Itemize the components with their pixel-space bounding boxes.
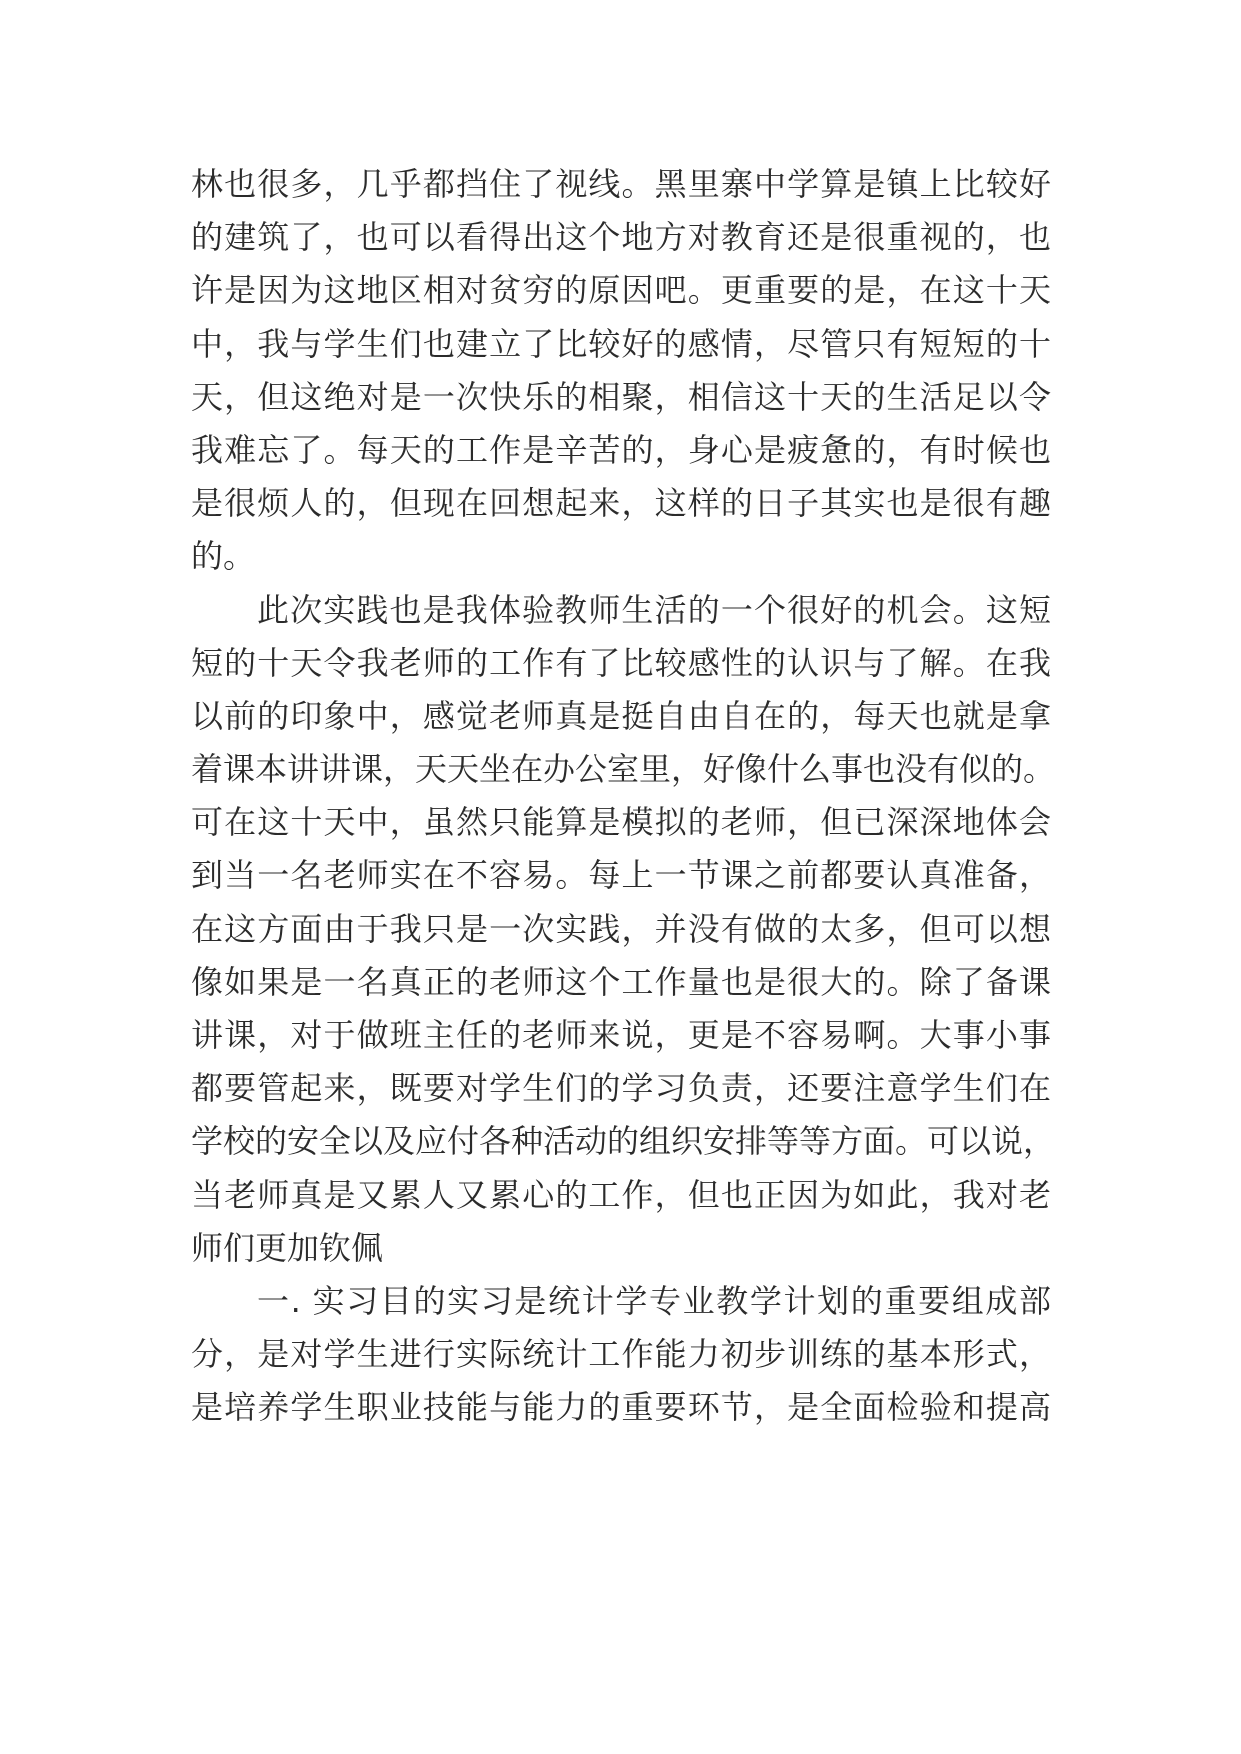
text-line: 学校的安全以及应付各种活动的组织安排等等方面。可以说， bbox=[191, 1122, 1056, 1161]
text-line: 是培养学生职业技能与能力的重要环节，是全面检验和提高 bbox=[191, 1388, 1051, 1427]
text-line: 师们更加钦佩 bbox=[191, 1228, 384, 1267]
paragraph-3 bbox=[191, 1275, 1051, 1435]
text-line: 此次实践也是我体验教师生活的一个很好的机会。这短 bbox=[257, 590, 1051, 629]
text-line: 一. 实习目的实习是统计学专业教学计划的重要组成部 bbox=[257, 1281, 1051, 1320]
text-line: 以前的印象中，感觉老师真是挺自由自在的，每天也就是拿 bbox=[191, 696, 1051, 735]
text-line: 着课本讲讲课，天天坐在办公室里，好像什么事也没有似的。 bbox=[191, 750, 1056, 789]
text-line: 像如果是一名真正的老师这个工作量也是很大的。除了备课 bbox=[191, 962, 1051, 1001]
text-line: 是很烦人的，但现在回想起来，这样的日子其实也是很有趣 bbox=[191, 484, 1051, 523]
body-text bbox=[191, 158, 1056, 1435]
text-line: 到当一名老师实在不容易。每上一节课之前都要认真准备， bbox=[191, 856, 1051, 895]
paragraph-1 bbox=[191, 158, 1051, 584]
text-line: 都要管起来，既要对学生们的学习负责，还要注意学生们在 bbox=[191, 1069, 1051, 1108]
text-line: 短的十天令我老师的工作有了比较感性的认识与了解。在我 bbox=[191, 643, 1051, 682]
text-line: 天，但这绝对是一次快乐的相聚，相信这十天的生活足以令 bbox=[191, 377, 1051, 416]
text-line: 林也很多，几乎都挡住了视线。黑里寨中学算是镇上比较好 bbox=[191, 165, 1051, 203]
text-line: 分，是对学生进行实际统计工作能力初步训练的基本形式， bbox=[191, 1335, 1051, 1374]
text-line: 的。 bbox=[191, 537, 256, 576]
text-line: 我难忘了。每天的工作是辛苦的，身心是疲惫的，有时候也 bbox=[191, 430, 1051, 469]
text-line: 在这方面由于我只是一次实践，并没有做的太多，但可以想 bbox=[191, 909, 1051, 948]
text-line: 讲课，对于做班主任的老师来说，更是不容易啊。大事小事 bbox=[191, 1016, 1051, 1054]
text-line: 当老师真是又累人又累心的工作，但也正因为如此，我对老 bbox=[191, 1175, 1051, 1214]
text-line: 中，我与学生们也建立了比较好的感情，尽管只有短短的十 bbox=[191, 324, 1051, 363]
text-line: 许是因为这地区相对贫穷的原因吧。更重要的是，在这十天 bbox=[191, 271, 1051, 310]
text-line: 可在这十天中，虽然只能算是模拟的老师，但已深深地体会 bbox=[191, 803, 1051, 842]
paragraph-2 bbox=[191, 584, 1056, 1275]
text-line: 的建筑了，也可以看得出这个地方对教育还是很重视的，也 bbox=[191, 218, 1051, 257]
